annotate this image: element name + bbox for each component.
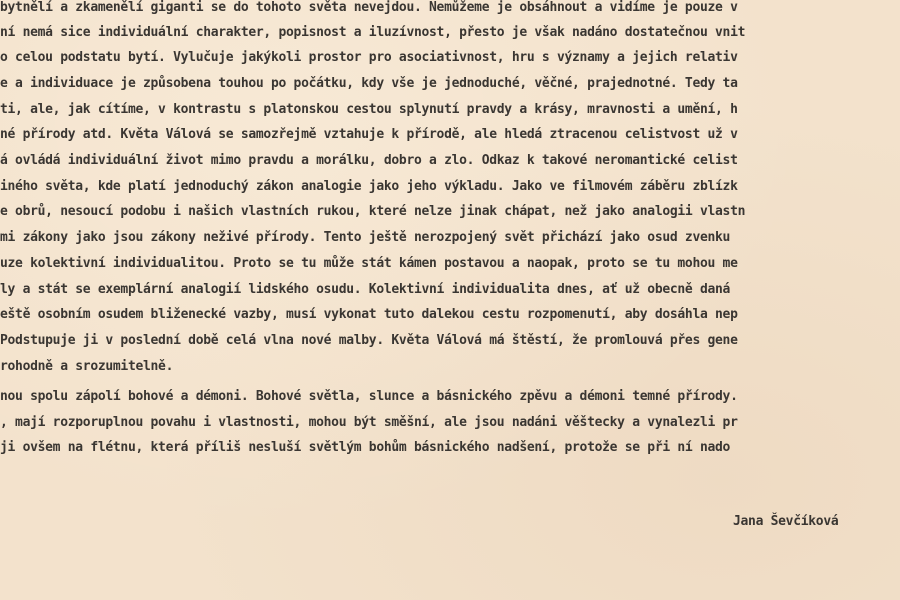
text-line: ly a stát se exemplární analogií lidského osudu. Kolektivní individualita dnes, ať už obecně daná (0, 282, 731, 297)
text-line: Podstupuje ji v poslední době celá vlna nové malby. Květa Válová má štěstí, že promlouvá přes gene (0, 333, 738, 348)
text-line: e a individuace je způsobena touhou po počátku, kdy vše je jednoduché, věčné, prajednotné. Tedy ta (0, 76, 738, 91)
text-line: o celou podstatu bytí. Vylučuje jakýkoli prostor pro asociativnost, hru s významy a jejich relativ (0, 50, 738, 65)
text-line: mi zákony jako jsou zákony neživé přírody. Tento ještě nerozpojený svět přichází jako osud zvenku (0, 230, 731, 245)
text-line: iného světa, kde platí jednoduchý zákon analogie jako jeho výkladu. Jako ve filmovém záběru zblízk (0, 179, 738, 194)
author-signature: Jana Ševčíková (733, 514, 839, 529)
text-line: e obrů, nesoucí podobu i našich vlastních rukou, které nelze jinak chápat, než jako analogii vlastn (0, 204, 746, 219)
text-line: ní nemá sice individuální charakter, popisnost a iluzívnost, přesto je však nadáno dostatečnou vnit (0, 25, 746, 40)
text-line: á ovládá individuální život mimo pravdu a morálku, dobro a zlo. Odkaz k takové neromantické celist (0, 153, 738, 168)
text-line: ji ovšem na flétnu, která příliš nesluší světlým bohům básnického nadšení, protože se při ní nado (0, 440, 731, 455)
text-line: uze kolektivní individualitou. Proto se tu může stát kámen postavou a naopak, proto se tu mohou me (0, 256, 738, 271)
text-line: né přírody atd. Květa Válová se samozřejmě vztahuje k přírodě, ale hledá ztracenou celistvost už v (0, 127, 738, 142)
text-line: ti, ale, jak cítíme, v kontrastu s platonskou cestou splynutí pravdy a krásy, mravnosti a umění, h (0, 102, 738, 117)
text-line: , mají rozporuplnou povahu i vlastnosti, mohou být směšní, ale jsou nadáni věštecky a vynalezli pr (0, 415, 738, 430)
text-line: eště osobním osudem bliženecké vazby, musí vykonat tuto dalekou cestu rozpomenutí, aby dosáhla nep (0, 307, 738, 322)
text-line: bytnělí a zkamenělí giganti se do tohoto světa nevejdou. Nemůžeme je obsáhnout a vidíme je pouze v (0, 0, 738, 15)
text-line: nou spolu zápolí bohové a démoni. Bohové světla, slunce a básnického zpěvu a démoni temné přírody. (0, 389, 738, 404)
text-line: rohodně a srozumitelně. (0, 359, 174, 374)
